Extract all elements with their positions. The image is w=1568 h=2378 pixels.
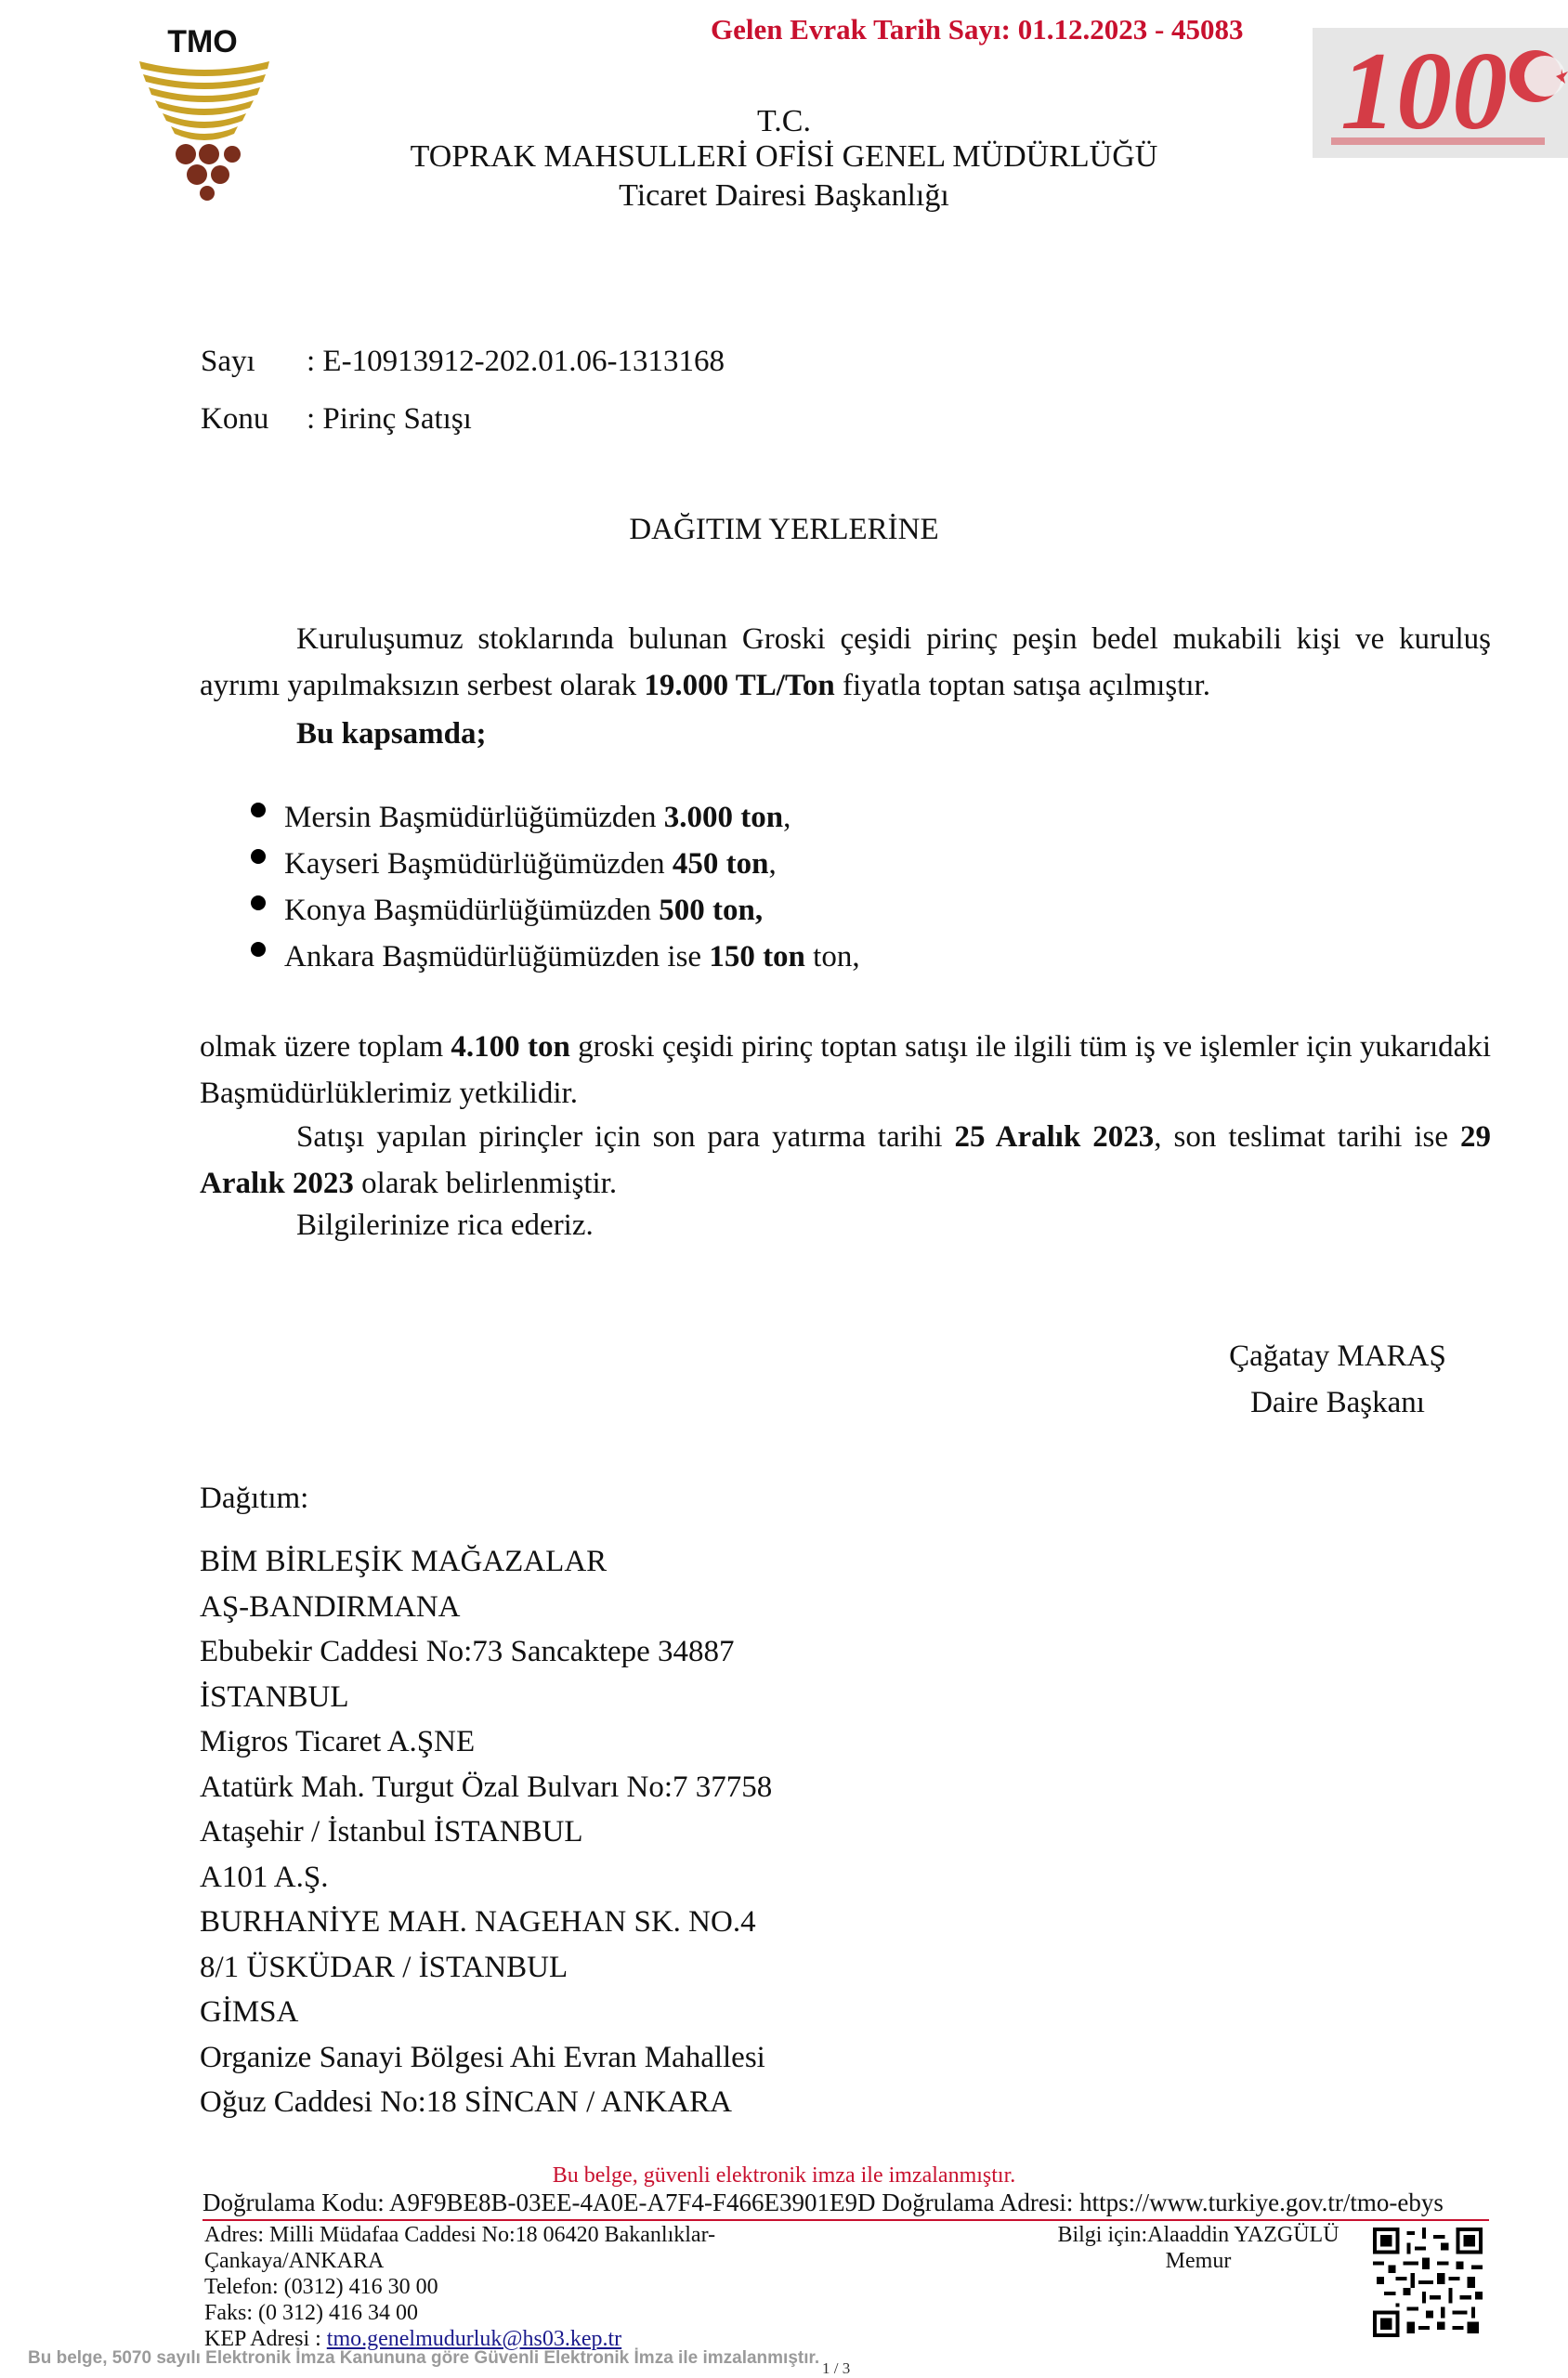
bullet-item: Mersin Başmüdürlüğümüzden 3.000 ton, (284, 801, 791, 834)
kep-line: KEP Adresi : tmo.genelmudurluk@hs03.kep.tr (204, 2327, 622, 2351)
bullet-item: Konya Başmüdürlüğümüzden 500 ton, (284, 894, 764, 927)
logo-text: TMO (167, 24, 238, 59)
e-signature-note: Bu belge, güvenli elektronik imza ile imzalanmıştır. (552, 2163, 1016, 2188)
bullet-dot (251, 895, 266, 910)
info-person: Bilgi için:Alaaddin YAZGÜLÜ (1057, 2223, 1339, 2247)
addressee: DAĞITIM YERLERİNE (629, 513, 939, 546)
distribution-line: BİM BİRLEŞİK MAĞAZALAR (200, 1545, 608, 1578)
paragraph-1: Kuruluşumuz stoklarında bulunan Groski çeşidi pirinç peşin bedel mukabili kişi ve kuruluş ayrımı yapılmaksızın serbest olarak 19.000 TL/Ton fiyatla toptan satışa açılmıştır. (200, 622, 1491, 702)
distribution-line: Migros Ticaret A.ŞNE (200, 1725, 476, 1758)
distribution-line: 8/1 ÜSKÜDAR / İSTANBUL (200, 1950, 568, 1984)
bullet-item: Kayseri Başmüdürlüğümüzden 450 ton, (284, 847, 777, 881)
distribution-line: Ataşehir / İstanbul İSTANBUL (200, 1815, 583, 1849)
address-line: Çankaya/ANKARA (204, 2249, 385, 2273)
closing-line: Bilgilerinize rica ederiz. (296, 1209, 594, 1242)
sayi-value: : E-10913912-202.01.06-1313168 (307, 345, 725, 378)
signatory-name: Çağatay MARAŞ (1229, 1339, 1446, 1373)
info-role: Memur (1165, 2249, 1232, 2273)
bullet-item: Ankara Başmüdürlüğümüzden ise 150 ton ton, (284, 940, 860, 973)
distribution-line: AŞ-BANDIRMANA (200, 1589, 461, 1624)
signatory-title: Daire Başkanı (1250, 1386, 1425, 1419)
distribution-line: İSTANBUL (200, 1679, 349, 1714)
distribution-line: GİMSA (200, 1995, 299, 2029)
bullet-dot (251, 942, 266, 957)
contact-address (204, 2222, 715, 2352)
bullet-dot (251, 849, 266, 864)
sayi-label: Sayı (201, 345, 255, 378)
distribution-line: Atatürk Mah. Turgut Özal Bulvarı No:7 37758 (200, 1770, 773, 1804)
qr-code-icon (1373, 2228, 1483, 2337)
contact-info (1036, 2222, 1361, 2274)
bullet-dot (251, 803, 266, 817)
kep-email-link[interactable]: tmo.genelmudurluk@hs03.kep.tr (326, 2327, 622, 2351)
konu-label: Konu (201, 402, 269, 436)
page-number: 1 / 3 (822, 2359, 851, 2377)
konu-value: : Pirinç Satışı (307, 402, 472, 436)
address-line: Adres: Milli Müdafaa Caddesi No:18 06420 Bakanlıklar- (204, 2223, 716, 2247)
distribution-line: A101 A.Ş. (200, 1860, 329, 1894)
distribution-list (200, 1539, 772, 2125)
distribution-line: Oğuz Caddesi No:18 SİNCAN / ANKARA (200, 2085, 732, 2119)
badge-text: 100 (1340, 29, 1508, 152)
paragraph-2: olmak üzere toplam 4.100 ton groski çeşidi pirinç toptan satışı ile ilgili tüm iş ve işlemler için yukarıdaki Başmüdürlüklerimiz yetkilidir. (200, 1030, 1491, 1110)
paragraph-3: Satışı yapılan pirinçler için son para yatırma tarihi 25 Aralık 2023, son teslimat tarihi ise 29 Aralık 2023 olarak belirlenmiştir. (200, 1120, 1491, 1200)
e-signature-law-note: Bu belge, 5070 sayılı Elektronik İmza Kanununa göre Güvenli Elektronik İmza ile imzalanmıştır. (28, 2348, 820, 2368)
address-line: Telefon: (0312) 416 30 00 (204, 2275, 438, 2299)
distribution-label: Dağıtım: (200, 1482, 309, 1515)
header-tc: T.C. (757, 104, 811, 138)
scope-heading: Bu kapsamda; (296, 717, 487, 751)
header-org: TOPRAK MAHSULLERİ OFİSİ GENEL MÜDÜRLÜĞÜ (410, 139, 1158, 174)
verification-line: Doğrulama Kodu: A9F9BE8B-03EE-4A0E-A7F4-F466E3901E9D Doğrulama Adresi: https://www.turkiye.gov.tr/tmo-ebys (203, 2189, 1444, 2216)
distribution-line: BURHANİYE MAH. NAGEHAN SK. NO.4 (200, 1905, 756, 1939)
distribution-line: Organize Sanayi Bölgesi Ahi Evran Mahallesi (200, 2040, 765, 2074)
header-dept: Ticaret Dairesi Başkanlığı (619, 178, 949, 213)
distribution-line: Ebubekir Caddesi No:73 Sancaktepe 34887 (200, 1635, 735, 1668)
footer-divider (203, 2219, 1489, 2221)
address-line: Faks: (0 312) 416 34 00 (204, 2301, 418, 2325)
incoming-doc-stamp: Gelen Evrak Tarih Sayı: 01.12.2023 - 45083 (711, 13, 1244, 46)
